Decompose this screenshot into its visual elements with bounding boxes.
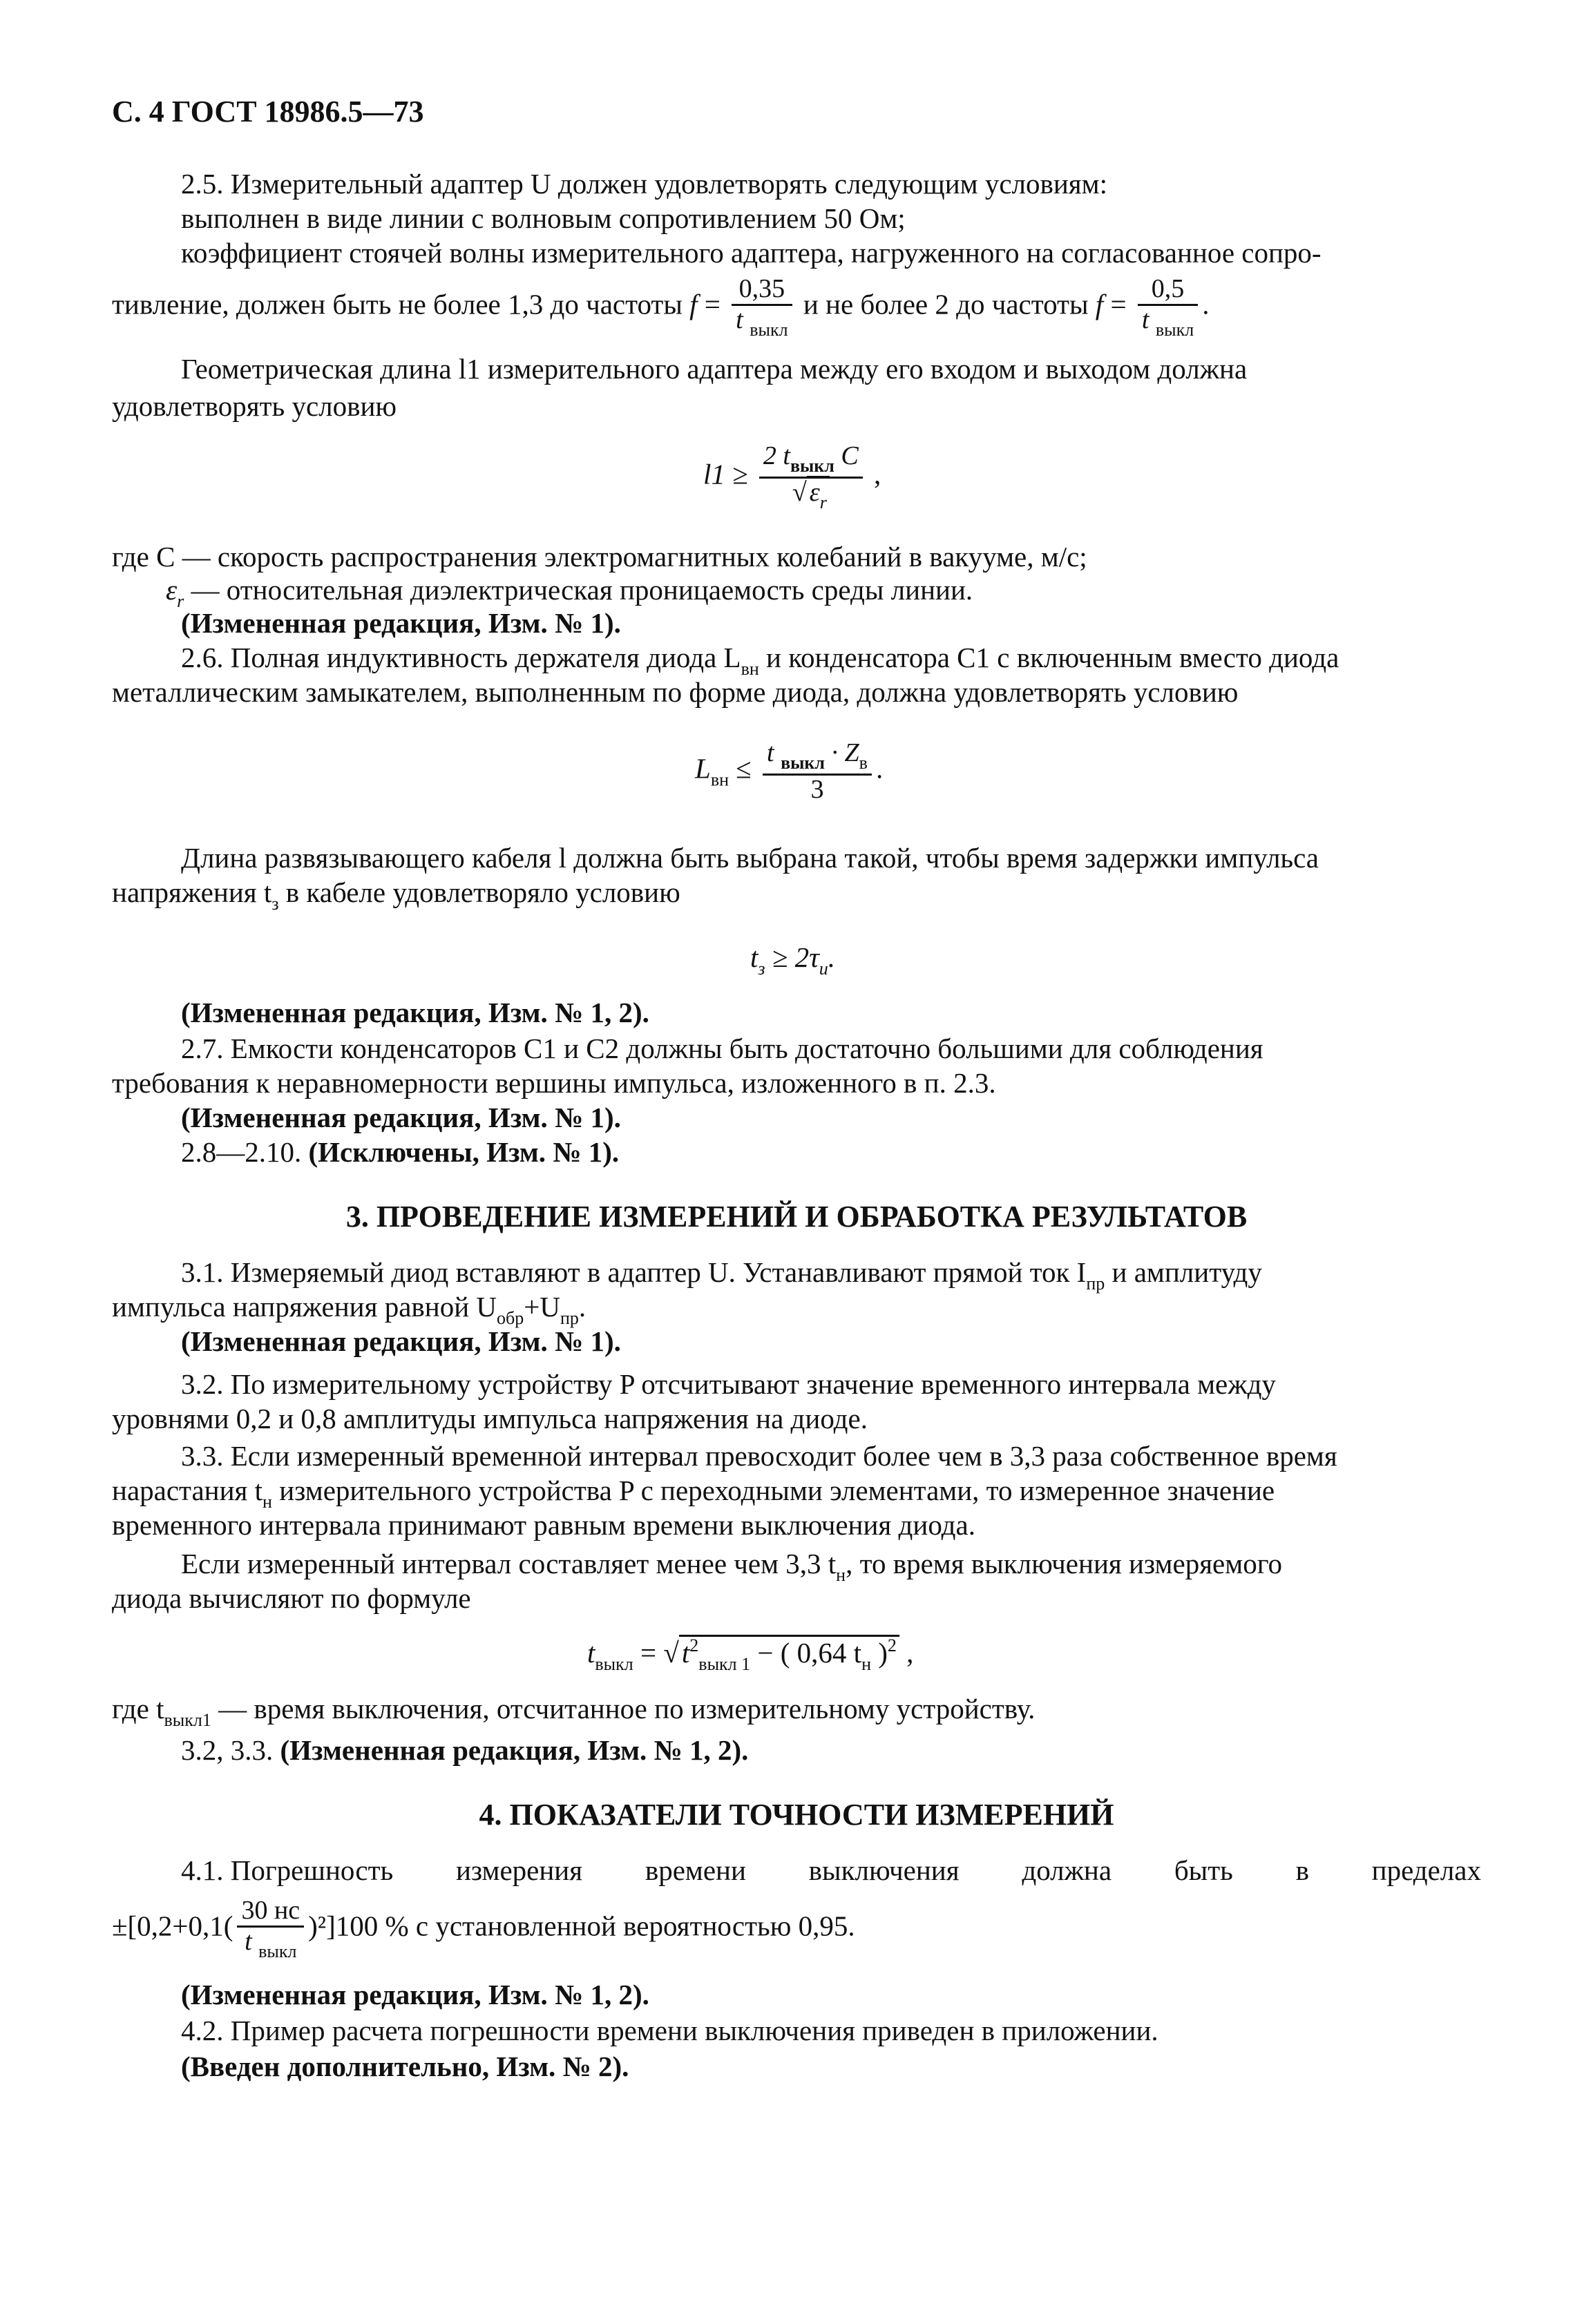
sub-text: выкл1 bbox=[164, 1710, 211, 1730]
eq-minus: − ( 0,64 t bbox=[750, 1637, 862, 1669]
clause-3-1-line-1 bbox=[181, 1258, 1262, 1293]
fraction-denominator-sub: выкл bbox=[258, 1941, 297, 1961]
amendment-note-2-7: (Измененная редакция, Изм. № 1). bbox=[181, 1102, 621, 1133]
fraction-denominator-sub: выкл bbox=[750, 319, 788, 340]
text-run: нарастания t bbox=[112, 1475, 263, 1506]
word: в bbox=[1295, 1854, 1309, 1886]
amendment-note-3-1: (Измененная редакция, Изм. № 1). bbox=[181, 1325, 621, 1357]
text-run: 3.1. Измеряемый диод вставляют в адаптер U. Устанавливают прямой ток I bbox=[181, 1256, 1087, 1288]
text-run: 3.2, 3.3. bbox=[181, 1734, 280, 1766]
epsilon-sub: r bbox=[177, 591, 184, 611]
fraction-f1: $\frac{0,35}{t _{выкл}}$ bbox=[732, 275, 792, 340]
numerator-sub2: в bbox=[859, 753, 868, 773]
text-run: ±[0,2+0,1( bbox=[112, 1910, 233, 1942]
geo-length-line-1: Геометрическая длина l1 измерительного адаптера между его входом и выходом должна bbox=[181, 353, 1248, 385]
eq-sub-inner: выкл 1 bbox=[698, 1654, 751, 1674]
clause-2-5-line-1: 2.5. Измерительный адаптер U должен удовлетворять следующим условиям: bbox=[181, 168, 1107, 200]
clause-2-7-line-2: требования к неравномерности вершины импульса, изложенного в п. 2.3. bbox=[112, 1067, 996, 1099]
epsilon: ε bbox=[809, 477, 820, 507]
denominator: 3 bbox=[763, 774, 872, 805]
clause-3-2-line-1: 3.2. По измерительному устройству P отсчитывают значение временного интервала между bbox=[181, 1368, 1276, 1400]
text-run: — относительная диэлектрическая проницаемость среды линии. bbox=[184, 574, 973, 606]
clause-3-3-line-3: временного интервала принимают равным времени выключения диода. bbox=[112, 1509, 975, 1541]
eq-sqrt: = √ bbox=[633, 1637, 679, 1669]
amendment-note-4-1: (Измененная редакция, Изм. № 1, 2). bbox=[181, 1979, 649, 2010]
word: измерения bbox=[455, 1854, 583, 1886]
clause-4-1-line-1 bbox=[181, 1856, 1481, 1885]
word: должна bbox=[1022, 1854, 1112, 1886]
amendment-note-2-6: (Измененная редакция, Изм. № 1, 2). bbox=[181, 997, 649, 1028]
numerator-t: t bbox=[767, 738, 774, 767]
equation-tz: $t_з \ge 2\tau_и$. bbox=[750, 941, 835, 979]
cable-line-1: Длина развязывающего кабеля l должна быть выбрана такой, чтобы время задержки импульса bbox=[181, 842, 1319, 874]
section-4-title: 4. ПОКАЗАТЕЛИ ТОЧНОСТИ ИЗМЕРЕНИЙ bbox=[479, 1798, 1114, 1832]
text-run: Если измеренный интервал составляет менее чем 3,3 t bbox=[181, 1548, 837, 1579]
fraction-f2: $\frac{0,5}{t _{выкл}}$ bbox=[1138, 275, 1198, 340]
clause-3-3-line-5: диода вычисляют по формуле bbox=[112, 1582, 471, 1614]
clause-2-5-line-4: тивление, должен быть не более 1,3 до частоты f = $\frac{0,35}{t _{выкл}}$ и не более 2 до частоты f = $\frac{0,5}{t _{выкл}}$ . bbox=[112, 274, 1210, 340]
fraction-numerator: 30 нс bbox=[241, 1896, 301, 1925]
cable-line-2 bbox=[112, 878, 680, 913]
clause-4-2: 4.2. Пример расчета погрешности времени выключения приведен в приложении. bbox=[181, 2015, 1158, 2046]
where-epsilon bbox=[166, 576, 973, 611]
where-c: где C — скорость распространения электромагнитных колебаний в вакууме, м/с; bbox=[112, 541, 1087, 573]
clause-3-3-line-1: 3.3. Если измеренный временной интервал превосходит более чем в 3,3 раза собственное время bbox=[181, 1440, 1337, 1472]
amendment-note-4-2: (Введен дополнительно, Изм. № 2). bbox=[181, 2051, 629, 2082]
sub-text: н bbox=[836, 1565, 846, 1585]
clause-3-3-line-4 bbox=[181, 1550, 1282, 1584]
sub-text: обр bbox=[497, 1308, 524, 1328]
fraction-denominator-sub: выкл bbox=[1155, 319, 1194, 340]
eq-sub: выкл bbox=[595, 1654, 633, 1674]
sub-text: пр bbox=[1086, 1274, 1105, 1294]
eq-close: ) bbox=[871, 1637, 888, 1669]
numerator-t: 2 t bbox=[763, 441, 790, 470]
eq-sup: 2 bbox=[689, 1635, 699, 1655]
numerator-z: · Z bbox=[825, 738, 859, 767]
where-tvykl1 bbox=[112, 1695, 1035, 1729]
eq-t-inner: t bbox=[681, 1637, 690, 1669]
word: выключения bbox=[808, 1854, 960, 1886]
numerator-sub: выкл bbox=[781, 753, 826, 773]
text-run: 2.8—2.10. bbox=[181, 1136, 309, 1168]
eq-comma: , bbox=[899, 1637, 914, 1669]
equation-lhs: L bbox=[695, 752, 711, 785]
clause-3-1-line-2: импульса напряжения равной $U_{обр}+U_{пр}$. bbox=[112, 1291, 586, 1328]
equation-lhs: l1 ≥ bbox=[703, 458, 748, 490]
text-run: тивление, должен быть не более 1,3 до частоты bbox=[112, 288, 690, 320]
epsilon-symbol: ε bbox=[166, 574, 178, 606]
eq-sub2: и bbox=[819, 959, 828, 979]
eq-sup2: 2 bbox=[887, 1635, 897, 1655]
text-run: и конденсатора C1 с включенным вместо диода bbox=[759, 642, 1339, 673]
relation: ≤ bbox=[729, 752, 759, 785]
equation-lvn: $L_{вн}$ ≤ $\frac{t _{выкл} \cdot Z_в}{3}$ . bbox=[695, 738, 884, 804]
sub-text: н bbox=[263, 1492, 272, 1512]
text-run: и амплитуду bbox=[1105, 1256, 1262, 1288]
fraction-numerator: 0,35 bbox=[738, 274, 785, 303]
amendment-note-2-5: (Измененная редакция, Изм. № 1). bbox=[181, 607, 621, 639]
epsilon-sub: r bbox=[819, 492, 827, 512]
excluded-note: (Исключены, Изм. № 1). bbox=[308, 1136, 620, 1168]
sub-text: вн bbox=[741, 659, 759, 679]
geo-length-line-2: удовлетворять условию bbox=[112, 390, 397, 422]
text-run: +U bbox=[524, 1291, 560, 1323]
clause-3-2-line-2: уровнями 0,2 и 0,8 амплитуды импульса напряжения на диоде. bbox=[112, 1403, 868, 1434]
text-run: , то время выключения измеряемого bbox=[846, 1548, 1282, 1579]
clause-2-5-line-3: коэффициент стоячей волны измерительного адаптера, нагруженного на согласованное сопро- bbox=[181, 237, 1322, 269]
equation-lhs-sub: вн bbox=[710, 769, 729, 790]
sub-text: пр bbox=[560, 1308, 579, 1328]
clause-2-7-line-1: 2.7. Емкости конденсаторов C1 и C2 должны быть достаточно большими для соблюдения bbox=[181, 1033, 1263, 1064]
text-run: в кабеле удовлетворяло условию bbox=[278, 876, 680, 908]
equation-l1: l1 ≥ $\frac{2 t_{выкл} C}{√ \varepsilon_r}$ , bbox=[703, 441, 881, 512]
equation-l1-fraction: $\frac{2 t_{выкл} C}{√ \varepsilon_r}$ bbox=[759, 442, 863, 512]
text-run: измерительного устройства P с переходными элементами, то измеренное значение bbox=[271, 1475, 1275, 1506]
eq-sub: з bbox=[758, 959, 765, 979]
text-run: 2.6. Полная индуктивность держателя диода L bbox=[181, 642, 741, 673]
eq-rel: ≥ 2τ bbox=[765, 941, 819, 973]
equation-lvn-fraction bbox=[763, 739, 872, 804]
word: пределах bbox=[1371, 1854, 1481, 1886]
clause-2-6-line-2: металлическим замыкателем, выполненным по форме диода, должна удовлетворять условию bbox=[112, 676, 1239, 708]
clauses-excluded bbox=[181, 1138, 619, 1166]
clause-4-1-line-2 bbox=[112, 1896, 855, 1961]
clause-2-5-line-2: выполнен в виде линии с волновым сопротивлением 50 Ом; bbox=[181, 202, 906, 234]
word: времени bbox=[645, 1854, 746, 1886]
clause-3-3-line-2 bbox=[112, 1477, 1275, 1511]
numerator-sub: выкл bbox=[790, 456, 834, 476]
text-run: где t bbox=[112, 1693, 164, 1725]
text-run: )²]100 % с установленной вероятностью 0,95. bbox=[308, 1910, 855, 1942]
page-header: С. 4 ГОСТ 18986.5—73 bbox=[112, 95, 424, 128]
section-3-title: 3. ПРОВЕДЕНИЕ ИЗМЕРЕНИЙ И ОБРАБОТКА РЕЗУЛЬТАТОВ bbox=[345, 1200, 1248, 1233]
word: 4.1. Погрешность bbox=[181, 1854, 394, 1886]
text-run: и не более 2 до частоты bbox=[803, 288, 1096, 320]
equation-tvykl bbox=[587, 1637, 913, 1673]
clause-2-6-line-1 bbox=[181, 644, 1339, 678]
fraction-numerator: 0,5 bbox=[1151, 274, 1185, 303]
eq-sub2: н bbox=[861, 1654, 871, 1674]
fraction-30ns: $\frac{30 нс}{t _{выкл}}$ bbox=[237, 1896, 304, 1961]
text-run: импульса напряжения равной U bbox=[112, 1291, 497, 1323]
numerator-c: C bbox=[834, 441, 859, 470]
word: быть bbox=[1174, 1854, 1233, 1886]
text-run: напряжения t bbox=[112, 876, 272, 908]
sub-text: з bbox=[271, 894, 279, 914]
amendment-note: (Измененная редакция, Изм. № 1, 2). bbox=[280, 1734, 749, 1766]
text-run: — время выключения, отсчитанное по измерительному устройству. bbox=[211, 1693, 1036, 1725]
eq-t: t bbox=[587, 1637, 595, 1669]
eq-t: t bbox=[750, 941, 759, 973]
amendment-note-3-2-3-3 bbox=[181, 1736, 748, 1765]
